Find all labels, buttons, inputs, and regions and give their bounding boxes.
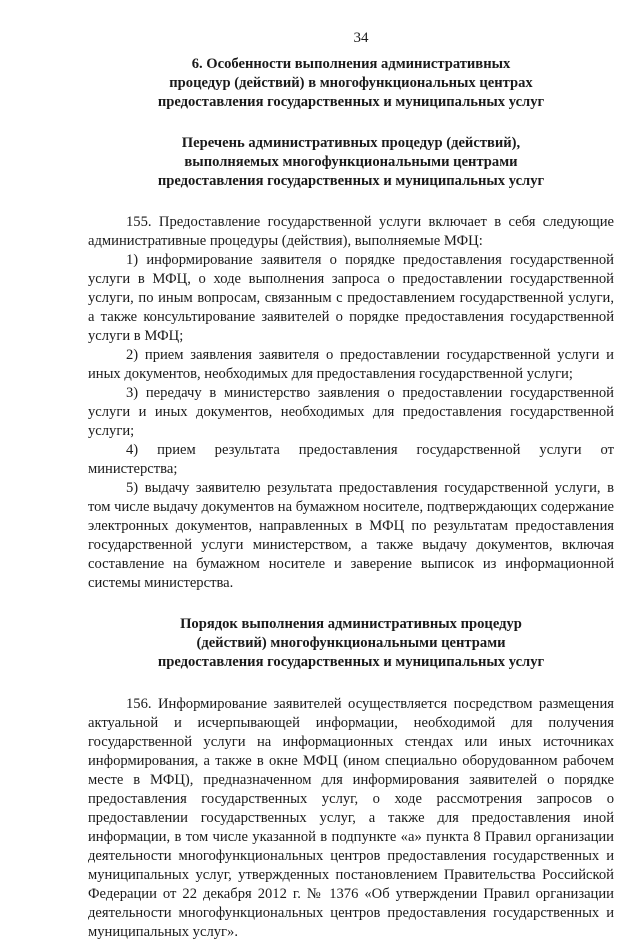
page-number: 34: [353, 30, 369, 46]
subheading-line: предоставления государственных и муниципальных услуг: [157, 654, 545, 670]
paragraph-156: 156. Информирование заявителей осуществляется посредством размещения актуальной и исчерпывающей информации, необходимой для получения государственной услуги на информационных стендах или иных источниках информирования, а также в окне МФЦ (ином специально оборудованном рабочем месте в МФЦ), предназначенном для информирования заявителей о порядке предоставления государственных услуг, о ходе рассмотрения запросов о предоставлении государственных услуг, а также для предоставления иной информации, в том числе указанной в подпункте «а» пункта 8 Правил организации деятельности многофункциональных центров предоставления государственных и муниципальных услуг, утвержденных постановлением Правительства Российской Федерации от 22 декабря 2012 г. № 1376 «Об утверждении Правил организации деятельности многофункциональных центров предоставления государственных и муниципальных услуг».: [88, 696, 614, 940]
subheading-procedures-order: [88, 615, 614, 672]
section-heading-line: 6. Особенности выполнения административных: [191, 56, 511, 72]
subheading-procedures-list: [88, 134, 614, 191]
section-heading: [88, 55, 614, 112]
paragraph-155: 155. Предоставление государственной услуги включает в себя следующие административные процедуры (действия), выполняемые МФЦ:: [88, 214, 614, 249]
subheading-line: (действий) многофункциональными центрами: [196, 635, 506, 651]
subheading-line: выполняемых многофункциональными центрами: [184, 154, 518, 170]
list-item-2: 2) прием заявления заявителя о предоставлении государственной услуги и иных документов, необходимых для предоставления государственной услуги;: [88, 347, 614, 382]
list-item-1: 1) информирование заявителя о порядке предоставления государственной услуги в МФЦ, о ходе выполнения запроса о предоставлении государственной услуги, по иным вопросам, связанным с предоставлением государственной услуги, а также консультирование заявителей о порядке предоставления государственной услуги в МФЦ;: [88, 252, 614, 344]
list-item-5: 5) выдачу заявителю результата предоставления государственной услуги, в том числе выдачу документов на бумажном носителе, подтверждающих содержание электронных документов, направленных в МФЦ по результатам предоставления государственной услуги министерством, а также выдачу документов, включая составление на бумажном носителе и заверение выписок из информационной системы министерства.: [88, 480, 614, 591]
list-item-3: 3) передачу в министерство заявления о предоставлении государственной услуги и иных документов, необходимых для предоставления государственной услуги;: [88, 385, 614, 439]
subheading-line: предоставления государственных и муниципальных услуг: [157, 173, 545, 189]
subheading-line: Перечень административных процедур (действий),: [181, 135, 521, 151]
list-item-4: 4) прием результата предоставления государственной услуги от министерства;: [88, 442, 614, 477]
section-heading-line: предоставления государственных и муниципальных услуг: [157, 94, 545, 110]
subheading-line: Порядок выполнения административных процедур: [180, 616, 522, 632]
section-heading-line: процедур (действий) в многофункциональных центрах: [169, 75, 533, 91]
